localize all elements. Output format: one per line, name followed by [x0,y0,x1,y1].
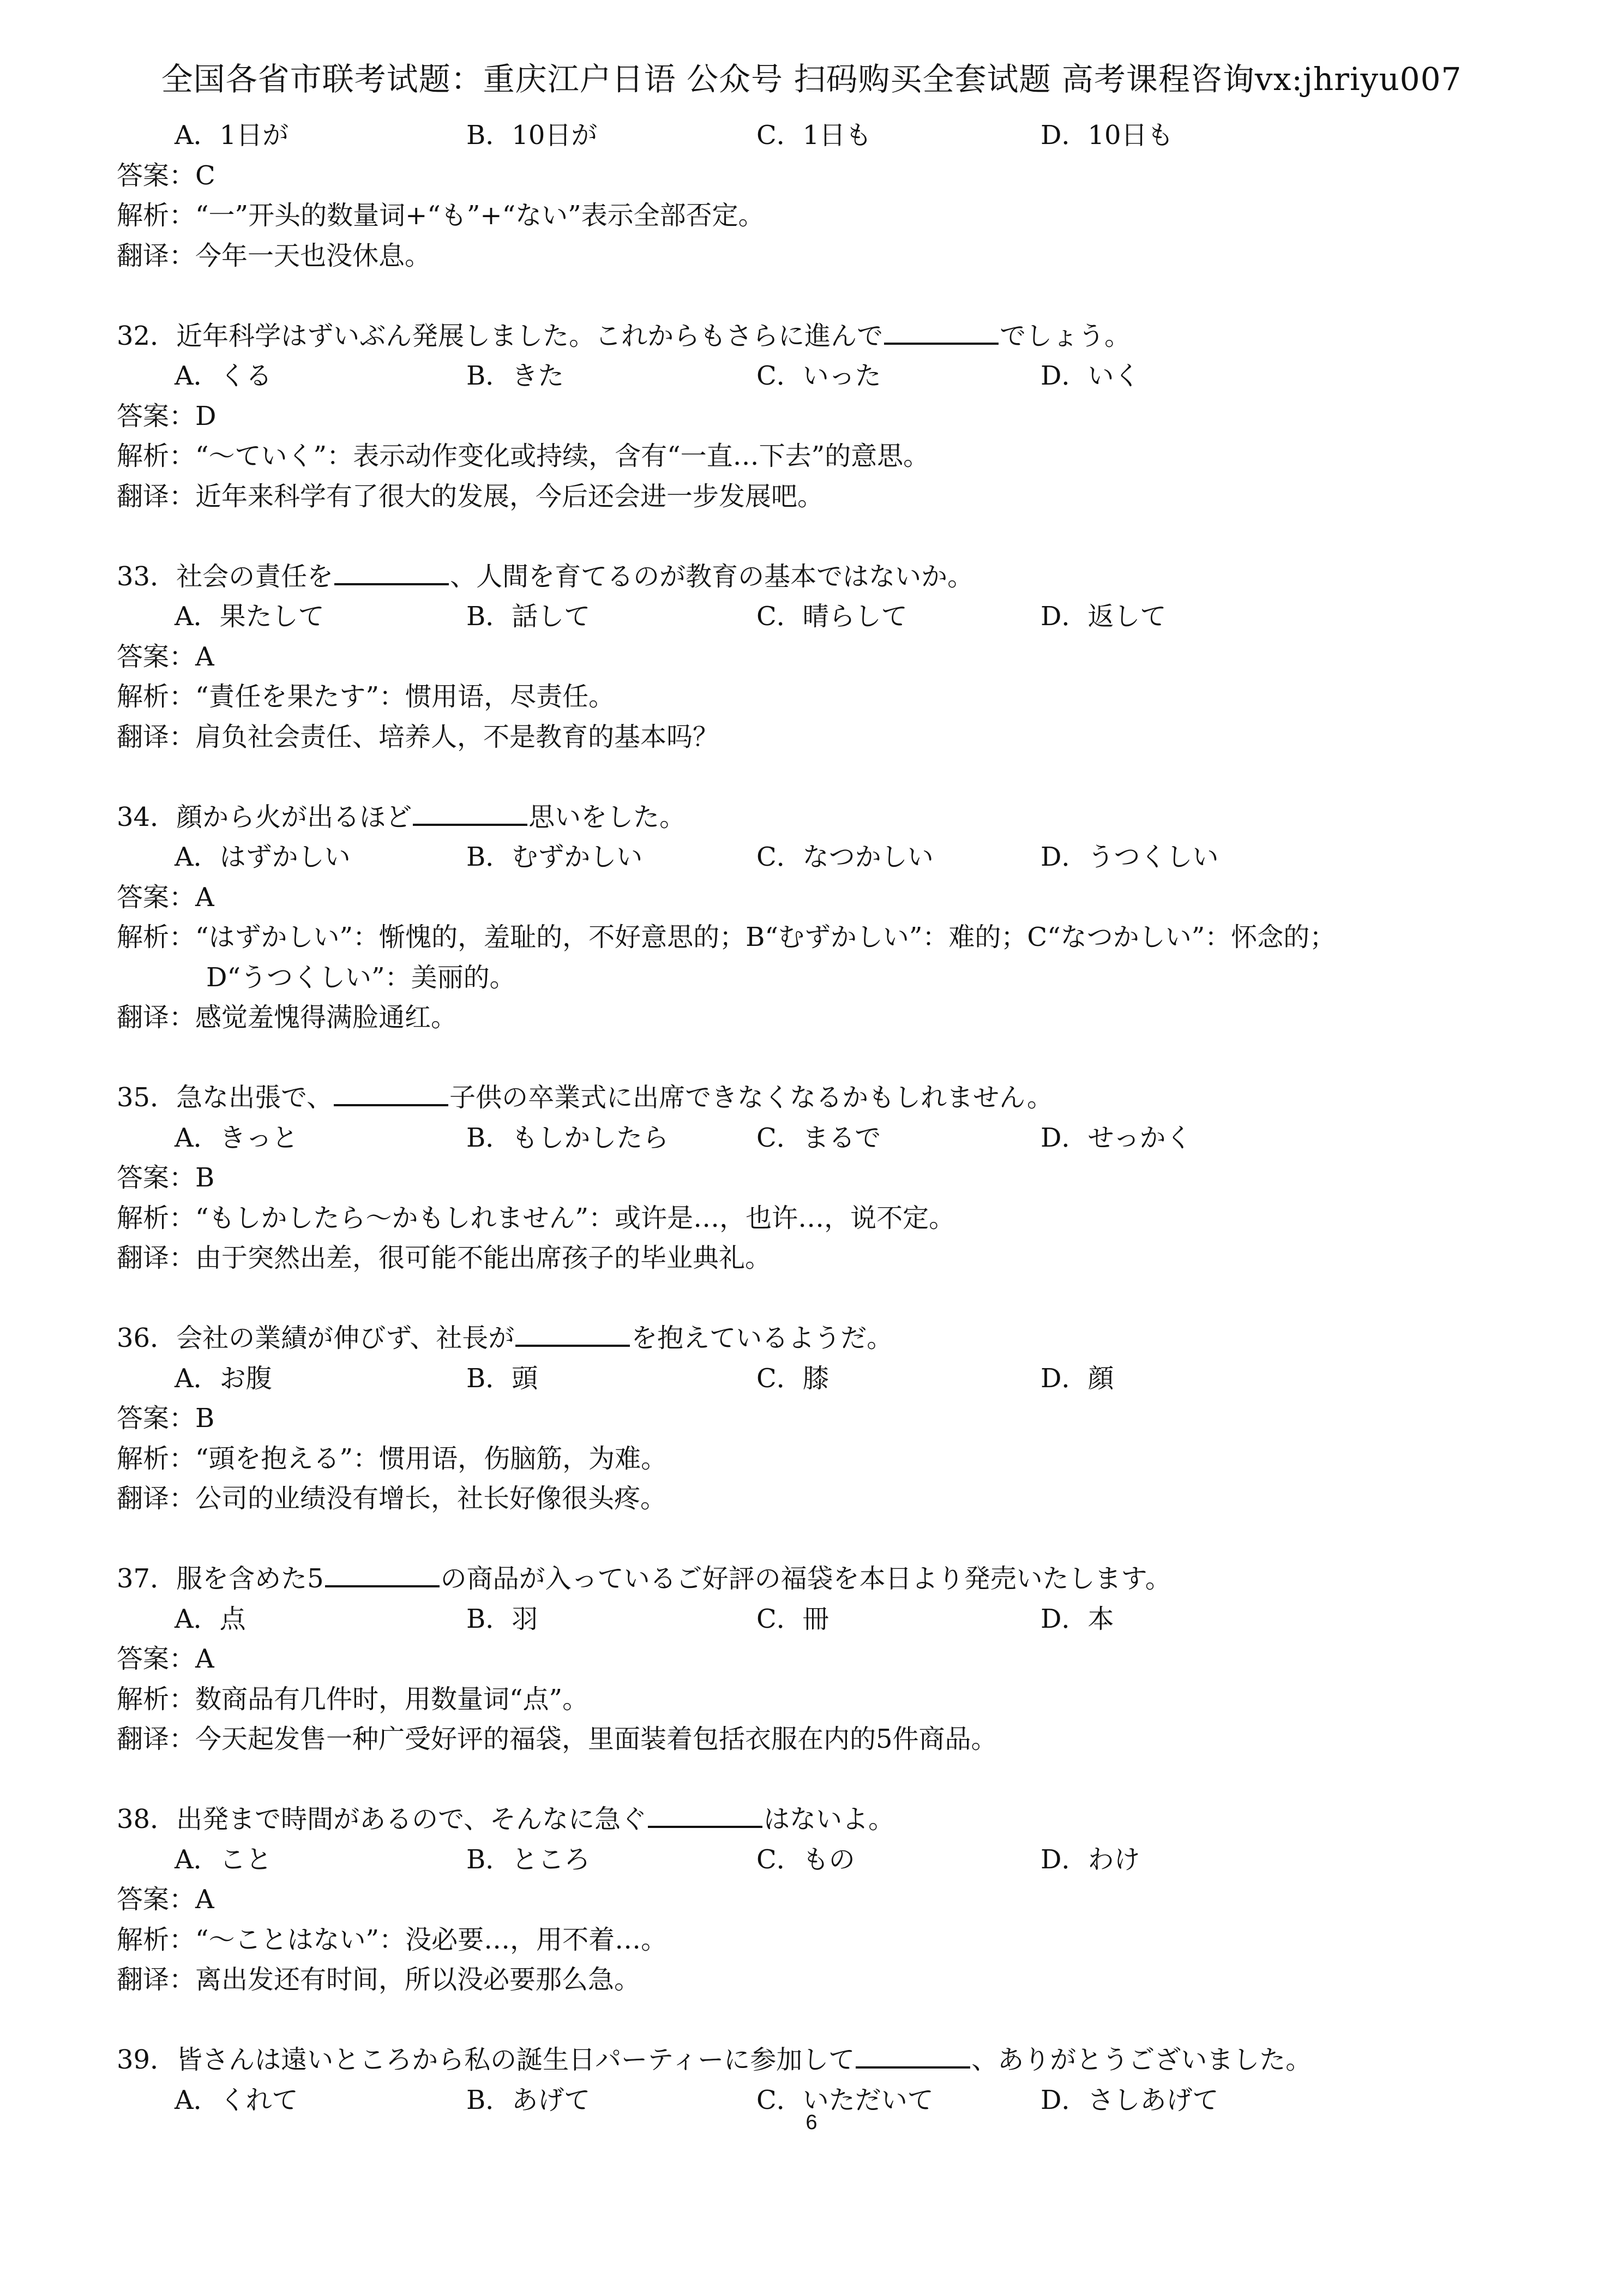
q37-analysis: 解析：数商品有几件时，用数量词“点”。 [117,1683,589,1714]
option-d: D．うつくしい [1041,842,1219,872]
option-a: A．果たして [175,601,324,632]
q35-analysis: 解析：“もしかしたら～かもしれません”：或许是…，也许…，说不定。 [117,1202,955,1233]
option-d: D．返して [1041,601,1167,632]
q33-analysis: 解析：“責任を果たす”：惯用语，尽责任。 [117,681,615,712]
option-c: C．晴らして [756,601,907,632]
q31-answer: 答案：C [117,160,215,191]
question-39: 39．皆さんは遠いところから私の誕生日パーティーに参加して 、ありがとうございました。 [117,2045,1312,2075]
option-b: B．もしかしたら [466,1122,669,1153]
q36-translation: 翻译：公司的业绩没有增长，社长好像很头疼。 [117,1483,667,1514]
option-c: C．いった [756,361,881,391]
option-d: D．顔 [1041,1363,1114,1394]
question-32: 32．近年科学はずいぶん発展しました。これからもさらに進んで でしょう。 [117,320,1131,351]
q37-translation: 翻译：今天起发售一种广受好评的福袋，里面装着包括衣服在内的5件商品。 [117,1724,997,1754]
q38-answer: 答案：A [117,1884,214,1915]
answer-blank [413,802,527,826]
option-b: B．話して [466,601,591,632]
option-b: B．あげて [466,2084,591,2115]
question-35: 35．急な出張で、 子供の卒業式に出席できなくなるかもしれません。 [117,1082,1054,1113]
option-c: C．もの [756,1844,855,1875]
option-c: C．なつかしい [756,842,934,872]
q33-options [117,597,1535,637]
option-a: A．1日が [175,120,289,151]
option-b: B．ところ [466,1844,591,1875]
option-d: D．せっかく [1041,1122,1192,1153]
q36-options [117,1359,1535,1399]
q34-options [117,837,1535,878]
option-a: A．こと [175,1844,272,1875]
option-c: C．膝 [756,1363,829,1394]
q37-options [117,1599,1535,1640]
option-b: B．きた [466,361,564,391]
q38-options [117,1840,1535,1880]
q38-translation: 翻译：离出发还有时间，所以没必要那么急。 [117,1964,641,1995]
option-a: A．くれて [175,2084,298,2115]
q31-translation: 翻译：今年一天也没休息。 [117,240,431,271]
answer-blank [334,1082,448,1106]
q36-answer: 答案：B [117,1403,215,1434]
answer-blank [884,321,999,345]
option-c: C．まるで [756,1122,881,1153]
answer-blank [648,1804,762,1828]
q35-translation: 翻译：由于突然出差，很可能不能出席孩子的毕业典礼。 [117,1243,772,1273]
option-d: D．10日も [1041,120,1174,151]
option-b: B．頭 [466,1363,538,1394]
question-36: 36．会社の業績が伸びず、社長が を抱えているようだ。 [117,1323,893,1353]
option-a: A．きっと [175,1122,298,1153]
q38-analysis: 解析：“～ことはない”：没必要…，用不着…。 [117,1924,668,1955]
question-38: 38．出発まで時間があるので、そんなに急ぐ はないよ。 [117,1804,895,1835]
q32-analysis: 解析：“～ていく”：表示动作变化或持续，含有“一直…下去”的意思。 [117,441,930,471]
option-a: A．はずかしい [175,842,351,872]
option-b: B．むずかしい [466,842,643,872]
option-a: A．くる [175,361,272,391]
q33-translation: 翻译：肩负社会责任、培养人，不是教育的基本吗？ [117,721,719,752]
q34-analysis: 解析：“はずかしい”：惭愧的，羞耻的，不好意思的；B“むずかしい”：难的；C“なつかしい”：怀念的； [117,922,1336,952]
question-37: 37．服を含めた5 の商品が入っているご好評の福袋を本日より発売いたします。 [117,1563,1171,1594]
option-d: D．わけ [1041,1844,1140,1875]
option-a: A．お腹 [175,1363,272,1394]
q34-answer: 答案：A [117,882,214,913]
q34-analysis-continued: D“うつくしい”：美丽的。 [206,962,516,993]
page-number: 6 [806,2111,817,2134]
q33-answer: 答案：A [117,641,214,672]
q31-options [117,116,1535,156]
q32-translation: 翻译：近年来科学有了很大的发展，今后还会进一步发展吧。 [117,481,824,512]
option-b: B．10日が [466,120,598,151]
answer-blank [856,2045,970,2069]
answer-blank [325,1563,440,1587]
q37-answer: 答案：A [117,1644,214,1674]
q32-answer: 答案：D [117,400,217,431]
q35-answer: 答案：B [117,1162,215,1193]
option-d: D．いく [1041,361,1140,391]
q34-translation: 翻译：感觉羞愧得满脸通红。 [117,1002,458,1033]
question-34: 34．顔から火が出るほど 思いをした。 [117,801,686,832]
q36-analysis: 解析：“頭を抱える”：惯用语，伤脑筋，为难。 [117,1443,668,1474]
option-a: A．点 [175,1603,246,1634]
answer-blank [515,1323,630,1347]
option-d: D．さしあげて [1041,2084,1219,2115]
option-c: C．1日も [756,120,872,151]
option-b: B．羽 [466,1603,538,1634]
option-d: D．本 [1041,1603,1114,1634]
page-content [117,116,1535,2120]
q35-options [117,1118,1535,1159]
question-33: 33．社会の責任を 、人間を育てるのが教育の基本ではないか。 [117,561,974,592]
answer-blank [334,561,449,585]
q32-options [117,356,1535,397]
page-header: 全国各省市联考试题：重庆江户日语 公众号 扫码购买全套试题 高考课程咨询vx:jhriyu007 [161,61,1462,98]
q31-analysis: 解析：“一”开头的数量词+“も”+“ない”表示全部否定。 [117,200,765,231]
option-c: C．冊 [756,1603,829,1634]
option-c: C．いただいて [756,2084,934,2115]
